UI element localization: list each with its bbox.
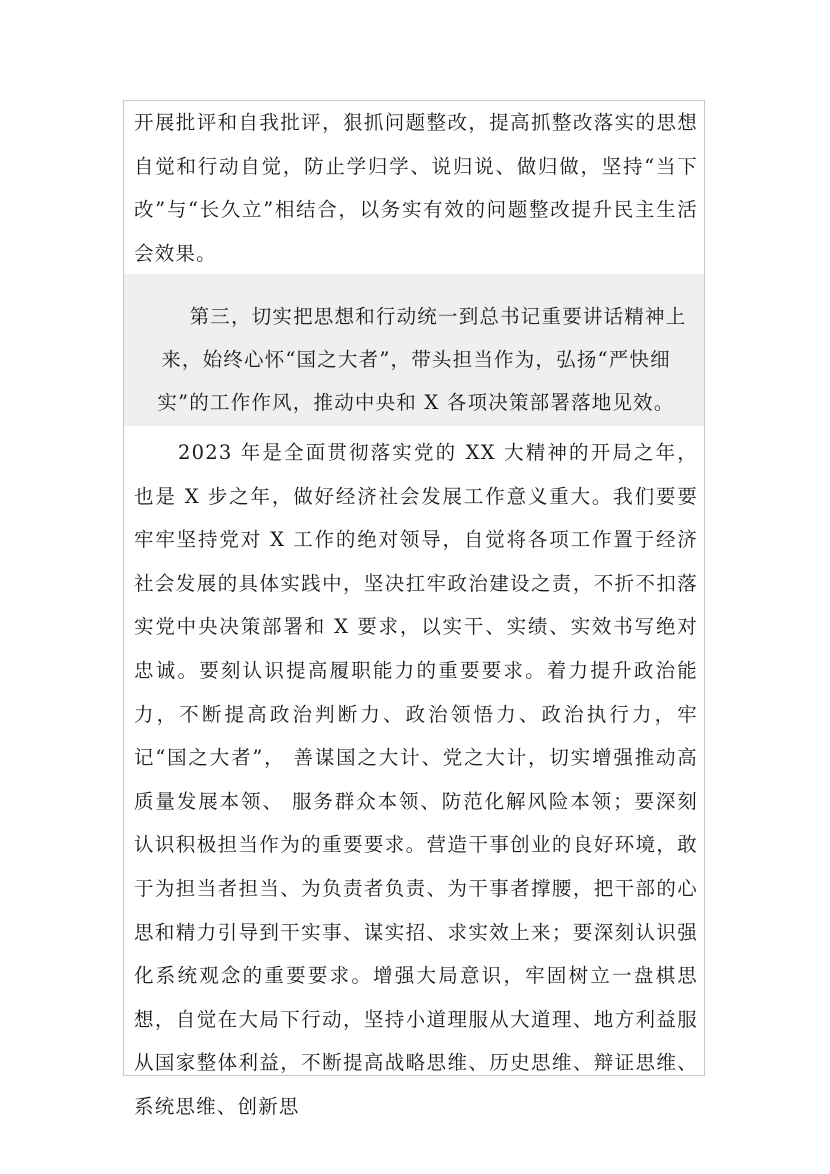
paragraph-3 [134, 431, 698, 1129]
paragraph-1: 开展批评和自我批评，狠抓问题整改，提高抓整改落实的思想自觉和行动自觉，防止学归学、说归说、做归做，坚持“当下改”与“长久立”相结合，以务实有效的问题整改提升民主生活会效果。 [134, 111, 698, 265]
paragraph-3-text: 2023 年是全面贯彻落实党的 XX 大精神的开局之年，也是 X 步之年，做好经济社会发展工作意义重大。我们要要牢牢坚持党对 X 工作的绝对领导，自觉将各项工作置于经济社会发展的具体实践中，坚决扛牢政治建设之责，不折不扣落实党中央决策部署和 X 要求，以实干、实绩、实效书写绝对忠诚。要刻认识提高履职能力的重要要求。着力提升政治能力，不断提高政治判断力、政治领悟力、政治执行力，牢记“国之大者”， 善谋国之大计、党之大计，切实增强推动高质量发展本领、 服务群众本领、防范化解风险本领；要深刻认识积极担当作为的重要要求。营造干事创业的良好环境，敢于为担当者担当、为负责者负责、为干事者撑腰，把干部的心思和精力引导到干实事、谋实招、求实效上来；要深刻认识强化系统观念的重要要求。增强大局意识，牢固树立一盘棋思想，自觉在大局下行动，坚持小道理服从大道理、地方利益服从国家整体利益，不断提高战略思维、历史思维、辩证思维、系统思维、创新思 [134, 441, 698, 1118]
paragraph-2-text: 第三，切实把思想和行动统一到总书记重要讲话精神上来，始终心怀“国之大者”，带头担当作为，弘扬“严快细实”的工作作风，推动中央和 X 各项决策部署落地见效。 [157, 305, 687, 414]
paragraph-2-highlighted [140, 295, 692, 424]
document-page [123, 100, 705, 1118]
